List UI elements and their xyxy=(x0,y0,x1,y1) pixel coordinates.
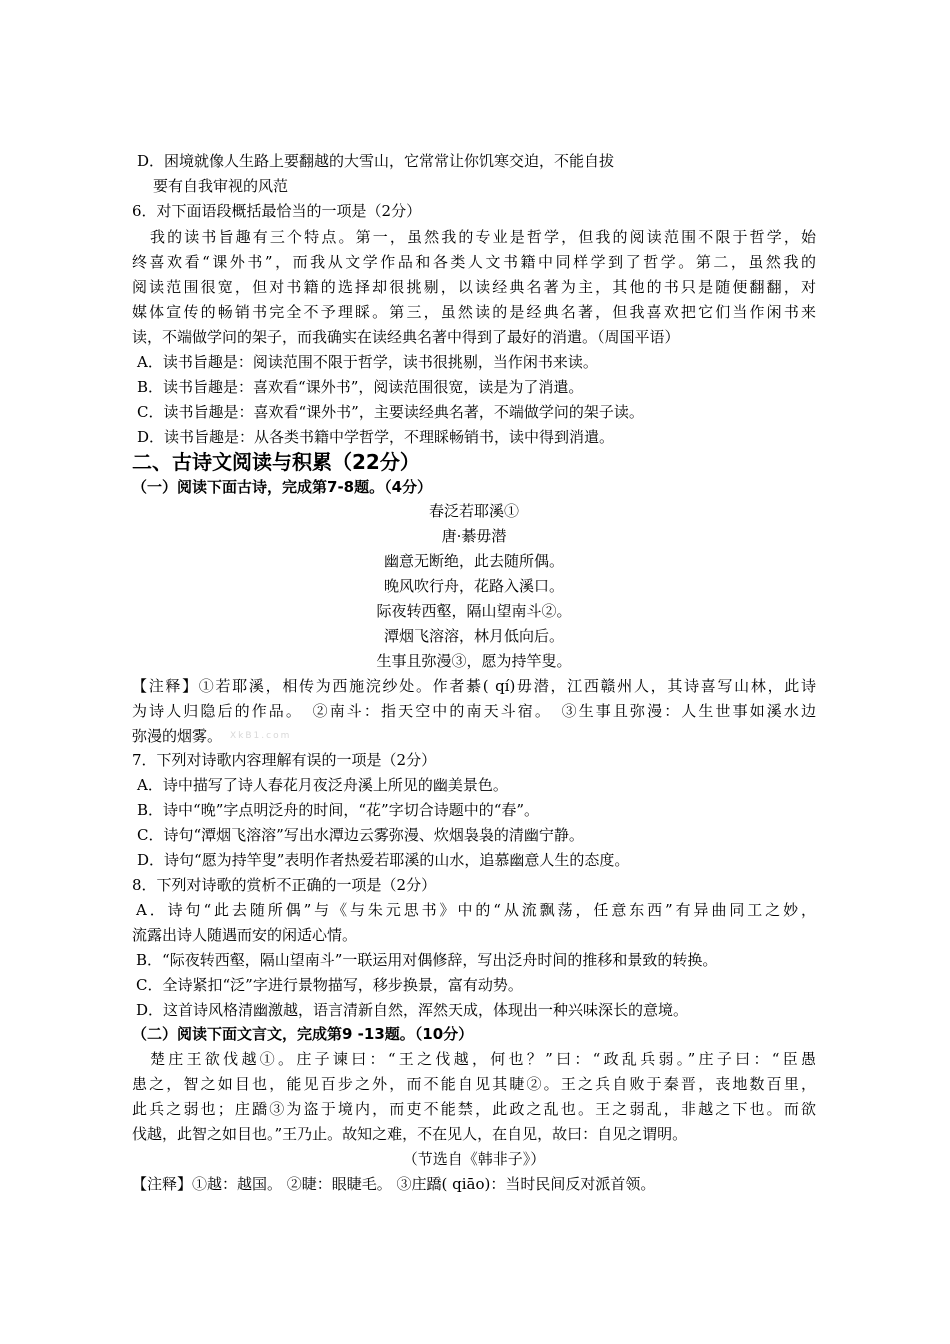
q6-option-d: D．读书旨趣是：从各类书籍中学哲学，不理睬畅销书，读中得到消遣。 xyxy=(137,428,615,446)
section-title: 二、古诗文阅读与积累（22分） xyxy=(132,450,420,474)
q6-option-a: A．读书旨趣是：阅读范围不限于哲学，读书很挑剔，当作闲书来读。 xyxy=(137,353,598,371)
poem-line: 际夜转西壑，隔山望南斗②。 xyxy=(376,602,572,620)
prose-line: 楚庄王欲伐越①。庄子谏曰：“王之伐越，何也？”曰：“政乱兵弱。”庄子曰：“臣愚 xyxy=(150,1050,816,1068)
q8-option-c: C．全诗紧扣“泛”字进行景物描写，移步换景，富有动势。 xyxy=(136,976,523,994)
poem-line: 潭烟飞溶溶，林月低向后。 xyxy=(383,627,564,645)
q6-passage-line: 媒体宣传的畅销书完全不予理睬。第三，虽然读的是经典名著，但我喜欢把它们当作闲书来 xyxy=(132,303,816,321)
q6-option-b: B．读书旨趣是：喜欢看“课外书”，阅读范围很宽，读是为了消遣。 xyxy=(137,378,584,396)
part-one-title: （一）阅读下面古诗，完成第7-8题。（4分） xyxy=(132,478,433,496)
q6-stem: 6．对下面语段概括最恰当的一项是（2分） xyxy=(132,202,422,220)
q8-option-a-continued: 流露出诗人随遇而安的闲适心情。 xyxy=(132,926,358,944)
poem-line: 幽意无断绝，此去随所偶。 xyxy=(383,552,564,570)
poem-line: 生事且弥漫③，愿为持竿叟。 xyxy=(376,652,572,670)
q7-option-b: B．诗中“晚”字点明泛舟的时间，“花”字切合诗题中的“春”。 xyxy=(137,801,540,819)
q6-option-c: C．读书旨趣是：喜欢看“课外书”，主要读经典名著，不端做学问的架子读。 xyxy=(137,403,644,421)
poem-author: 唐·綦毋潜 xyxy=(441,527,507,545)
watermark: XkB1.com xyxy=(230,731,292,741)
q7-option-a: A．诗中描写了诗人春花月夜泛舟溪上所见的幽美景色。 xyxy=(137,776,508,794)
part-two-title: （二）阅读下面文言文，完成第9 -13题。（10分） xyxy=(132,1025,474,1043)
q7-option-d: D．诗句“愿为持竿叟”表明作者热爱若耶溪的山水，追慕幽意人生的态度。 xyxy=(137,851,630,869)
prose-line: 伐越，此智之如目也。”王乃止。故知之难，不在见人，在自见，故曰：自见之谓明。 xyxy=(132,1125,688,1143)
prose-source: （节选自《韩非子》） xyxy=(402,1150,546,1168)
prose-note: 【注释】①越：越国。 ②睫：眼睫毛。 ③庄蹻( qiāo)：当时民间反对派首领。 xyxy=(132,1175,656,1193)
q6-passage-line: 我的读书旨趣有三个特点。第一，虽然我的专业是哲学，但我的阅读范围不限于哲学，始 xyxy=(150,228,816,246)
poem-title: 春泛若耶溪① xyxy=(428,502,519,520)
q8-option-d: D．这首诗风格清幽激越，语言清新自然，浑然天成，体现出一种兴味深长的意境。 xyxy=(136,1001,689,1019)
q6-passage-line: 读，不端做学问的架子，而我确实在读经典名著中得到了最好的消遣。（周国平语） xyxy=(132,328,680,346)
q7-option-c: C．诗句“潭烟飞溶溶”写出水潭边云雾弥漫、炊烟袅袅的清幽宁静。 xyxy=(137,826,584,844)
poem-note-line: 【注释】①若耶溪，相传为西施浣纱处。作者綦( qí)毋潜，江西赣州人，其诗喜写山林，此诗 xyxy=(132,677,816,695)
q8-option-a: A．诗句“此去随所偶”与《与朱元思书》中的“从流飘荡，任意东西”有异曲同工之妙， xyxy=(136,901,816,919)
q8-stem: 8．下列对诗歌的赏析不正确的一项是（2分） xyxy=(132,876,437,894)
q5-option-d-continued: 要有自我审视的风范 xyxy=(153,177,289,195)
prose-line: 此兵之弱也；庄蹻③为盗于境内，而吏不能禁，此政之乱也。王之弱乱，非越之下也。而欲 xyxy=(132,1100,816,1118)
q6-passage-line: 阅读范围很宽，但对书籍的选择却很挑剔，以读经典名著为主，其他的书只是随便翻翻，对 xyxy=(132,278,816,296)
q6-passage-line: 终喜欢看“课外书”，而我从文学作品和各类人文书籍中同样学到了哲学。第二，虽然我的 xyxy=(132,253,816,271)
q5-option-d: D．困境就像人生路上要翻越的大雪山，它常常让你饥寒交迫，不能自拔 xyxy=(137,152,615,170)
poem-line: 晚风吹行舟，花路入溪口。 xyxy=(383,577,564,595)
q8-option-b: B．“际夜转西壑，隔山望南斗”一联运用对偶修辞，写出泛舟时间的推移和景致的转换。 xyxy=(136,951,718,969)
poem-note-line: 弥漫的烟雾。 xyxy=(132,727,223,745)
prose-line: 患之，智之如目也，能见百步之外，而不能自见其睫②。王之兵自败于秦晋，丧地数百里， xyxy=(132,1075,816,1093)
q7-stem: 7．下列对诗歌内容理解有误的一项是（2分） xyxy=(132,751,437,769)
poem-note-line: 为诗人归隐后的作品。 ②南斗：指天空中的南天斗宿。 ③生事且弥漫：人生世事如溪水边 xyxy=(132,702,816,720)
